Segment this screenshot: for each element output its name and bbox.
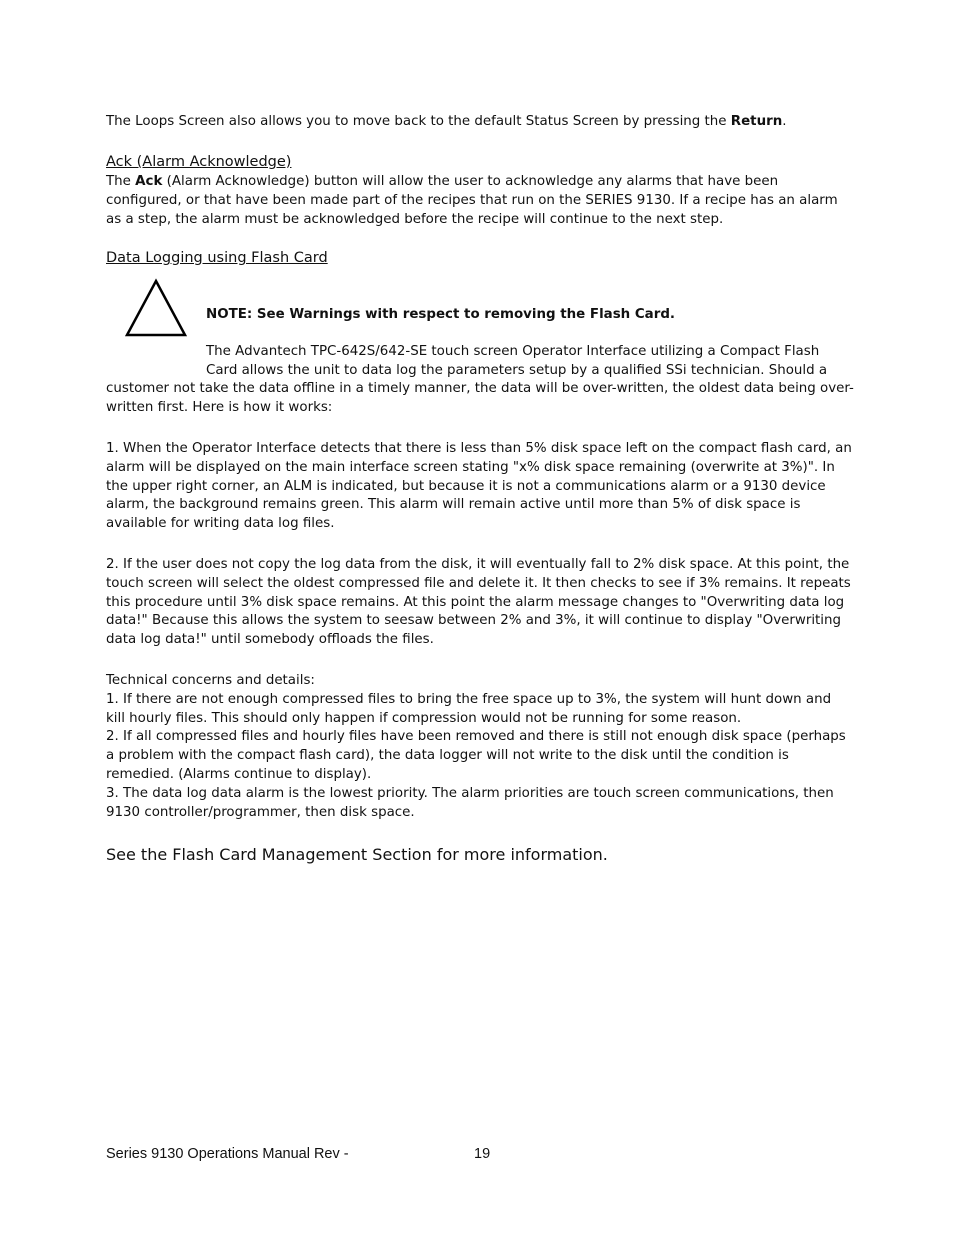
advantech-line-2: Card allows the unit to data log the parameters setup by a qualified SSi technician. Should a: [206, 363, 828, 378]
ack-paragraph: [106, 173, 854, 229]
footer-page-number: 19: [474, 1146, 491, 1162]
intro-paragraph: [106, 113, 854, 132]
intro-period: .: [782, 114, 787, 129]
list-item-2: 2. If the user does not copy the log data from the disk, it will eventually fall to 2% disk space. At this point, the touch screen will select the oldest compressed file and delete it. It then checks to see if 3% remains. It repeats this procedure until 3% disk space remains. At this point the alarm message changes to "Overwriting data log data!" Because this allows the system to seesaw between 2% and 3%, it will continue to display "Overwriting data log data!" until somebody offloads the files.: [106, 557, 851, 648]
footer-manual-title: Series 9130 Operations Manual Rev -: [106, 1146, 349, 1162]
ack-text: (Alarm Acknowledge) button will allow the user to acknowledge any alarms that have been configured, or that have been made part of the recipes that run on the SERIES 9130. If a recipe has an alarm as a step, the alarm must be acknowledged before the recipe will continue to the next step.: [106, 174, 838, 227]
logging-heading: Data Logging using Flash Card: [106, 250, 328, 266]
ack-lead: The: [106, 174, 136, 189]
intro-text: The Loops Screen also allows you to move back to the default Status Screen by pressing the: [106, 114, 731, 129]
warning-triangle-icon: [124, 278, 188, 338]
tech-title: Technical concerns and details:: [106, 673, 315, 688]
tech-item-1: 1. If there are not enough compressed files to bring the free space up to 3%, the system will hunt down and kill hourly files. This should only happen if compression would not be running for some reason.: [106, 692, 832, 726]
tech-item-2: 2. If all compressed files and hourly files have been removed and there is still not enough disk space (perhaps a problem with the compact flash card), the data logger will not write to the disk until the condition is remedied. (Alarms continue to display).: [106, 729, 846, 782]
advantech-rest: customer not take the data offline in a timely manner, the data will be over-written, the oldest data being over-written first. Here is how it works:: [106, 381, 854, 415]
flash-card-note: NOTE: See Warnings with respect to removing the Flash Card.: [206, 307, 675, 322]
ack-heading: Ack (Alarm Acknowledge): [106, 154, 292, 170]
tech-item-3: 3. The data log data alarm is the lowest priority. The alarm priorities are touch screen communications, then 9130 controller/programmer, then disk space.: [106, 786, 834, 820]
ack-keyword: Ack: [135, 174, 163, 189]
advantech-line-1: The Advantech TPC-642S/642-SE touch screen Operator Interface utilizing a Compact Flash: [206, 344, 820, 359]
see-more-note: See the Flash Card Management Section for more information.: [106, 845, 608, 864]
return-keyword: Return: [730, 114, 783, 129]
list-item-1: 1. When the Operator Interface detects that there is less than 5% disk space left on the compact flash card, an alarm will be displayed on the main interface screen stating "x% disk space remaining (overwrite at 3%)". In the upper right corner, an ALM is indicated, but because it is not a communications alarm or a 9130 device alarm, the background remains green. This alarm will remain active until more than 5% of disk space is available for writing data log files.: [106, 441, 852, 532]
